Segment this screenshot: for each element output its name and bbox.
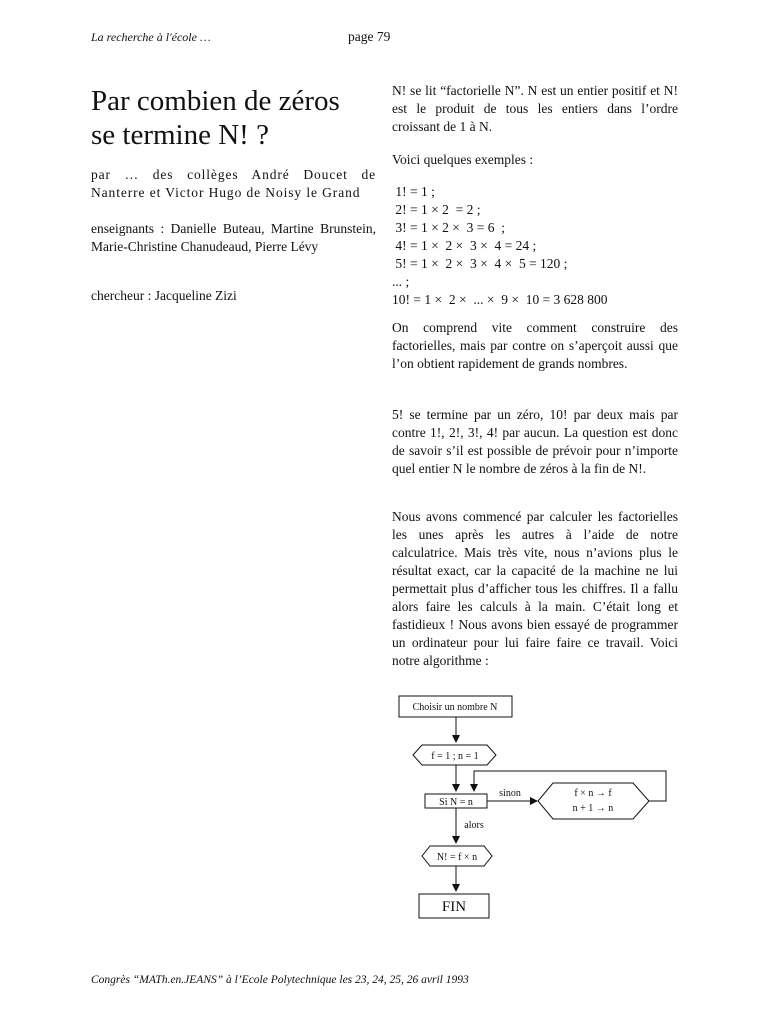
authors: par … des collèges André Doucet de Nanterre et Victor Hugo de Noisy le Grand: [91, 167, 376, 200]
no-branch-label: sinon: [499, 788, 521, 799]
teachers: enseignants : Danielle Buteau, Martine Brunstein, Marie-Christine Chanudeaud, Pierre Lévy: [91, 221, 376, 254]
yes-branch-label: alors: [464, 820, 484, 831]
page-number: page 79: [348, 29, 391, 44]
title-line-2: se termine N! ?: [91, 119, 269, 151]
title-line-1: Par combien de zéros: [91, 85, 340, 117]
page-footer: Congrès “MATh.en.JEANS” à l’Ecole Polytechnique les 23, 24, 25, 26 avril 1993: [91, 974, 469, 986]
example-line: ... ;: [392, 274, 410, 289]
output-label: N! = f × n: [436, 852, 478, 863]
researcher: chercheur : Jacqueline Zizi: [91, 288, 237, 303]
init-label: f = 1 ; n = 1: [431, 751, 479, 762]
paragraph-3-text: Nous avons commencé par calculer les factorielles les unes après les autres à l’aide de notre calculatrice. Mais très vite, nous n’avions plus le résultat exact, car la capacité de la machine ne lui permettait plus d’afficher tous les chiffres. Il a fallu alors faire les calculs à la main. C’était long et fastidieux ! Nous avons bien essayé de programmer un ordinateur pour lui faire faire ce travail. Voici notre algorithme :: [392, 509, 678, 668]
example-line: 1! = 1 ;: [392, 184, 435, 199]
example-line: 10! = 1 × 2 × ... × 9 × 10 = 3 628 800: [392, 292, 608, 307]
running-header: La recherche à l'école …: [91, 30, 211, 44]
example-line: 5! = 1 × 2 × 3 × 4 × 5 = 120 ;: [392, 256, 568, 271]
test-label: Si N = n: [439, 797, 473, 808]
end-label: FIN: [441, 899, 467, 915]
step-label-1: f × n → f: [574, 788, 612, 799]
example-line: 4! = 1 × 2 × 3 × 4 = 24 ;: [392, 238, 537, 253]
example-line: 2! = 1 × 2 = 2 ;: [392, 202, 481, 217]
start-label: Choisir un nombre N: [412, 702, 498, 713]
paragraph-2-text: 5! se termine par un zéro, 10! par deux mais par contre 1!, 2!, 3!, 4! par aucun. La question est donc de savoir s’il est possible de prévoir pour n’importe quel entier N le nombre de zéros à la fin de N!.: [392, 407, 678, 476]
intro-text: N! se lit “factorielle N”. N est un entier positif et N! est le produit de tous les entiers dans l’ordre croissant de 1 à N.: [392, 83, 678, 134]
examples-intro-text: Voici quelques exemples :: [392, 152, 534, 167]
paragraph-1-text: On comprend vite comment construire des factorielles, mais par contre on s’aperçoit aussi que l’on obtient rapidement de grands nombres.: [392, 320, 678, 371]
step-label-2: n + 1 → n: [572, 803, 614, 814]
example-line: 3! = 1 × 2 × 3 = 6 ;: [392, 220, 505, 235]
